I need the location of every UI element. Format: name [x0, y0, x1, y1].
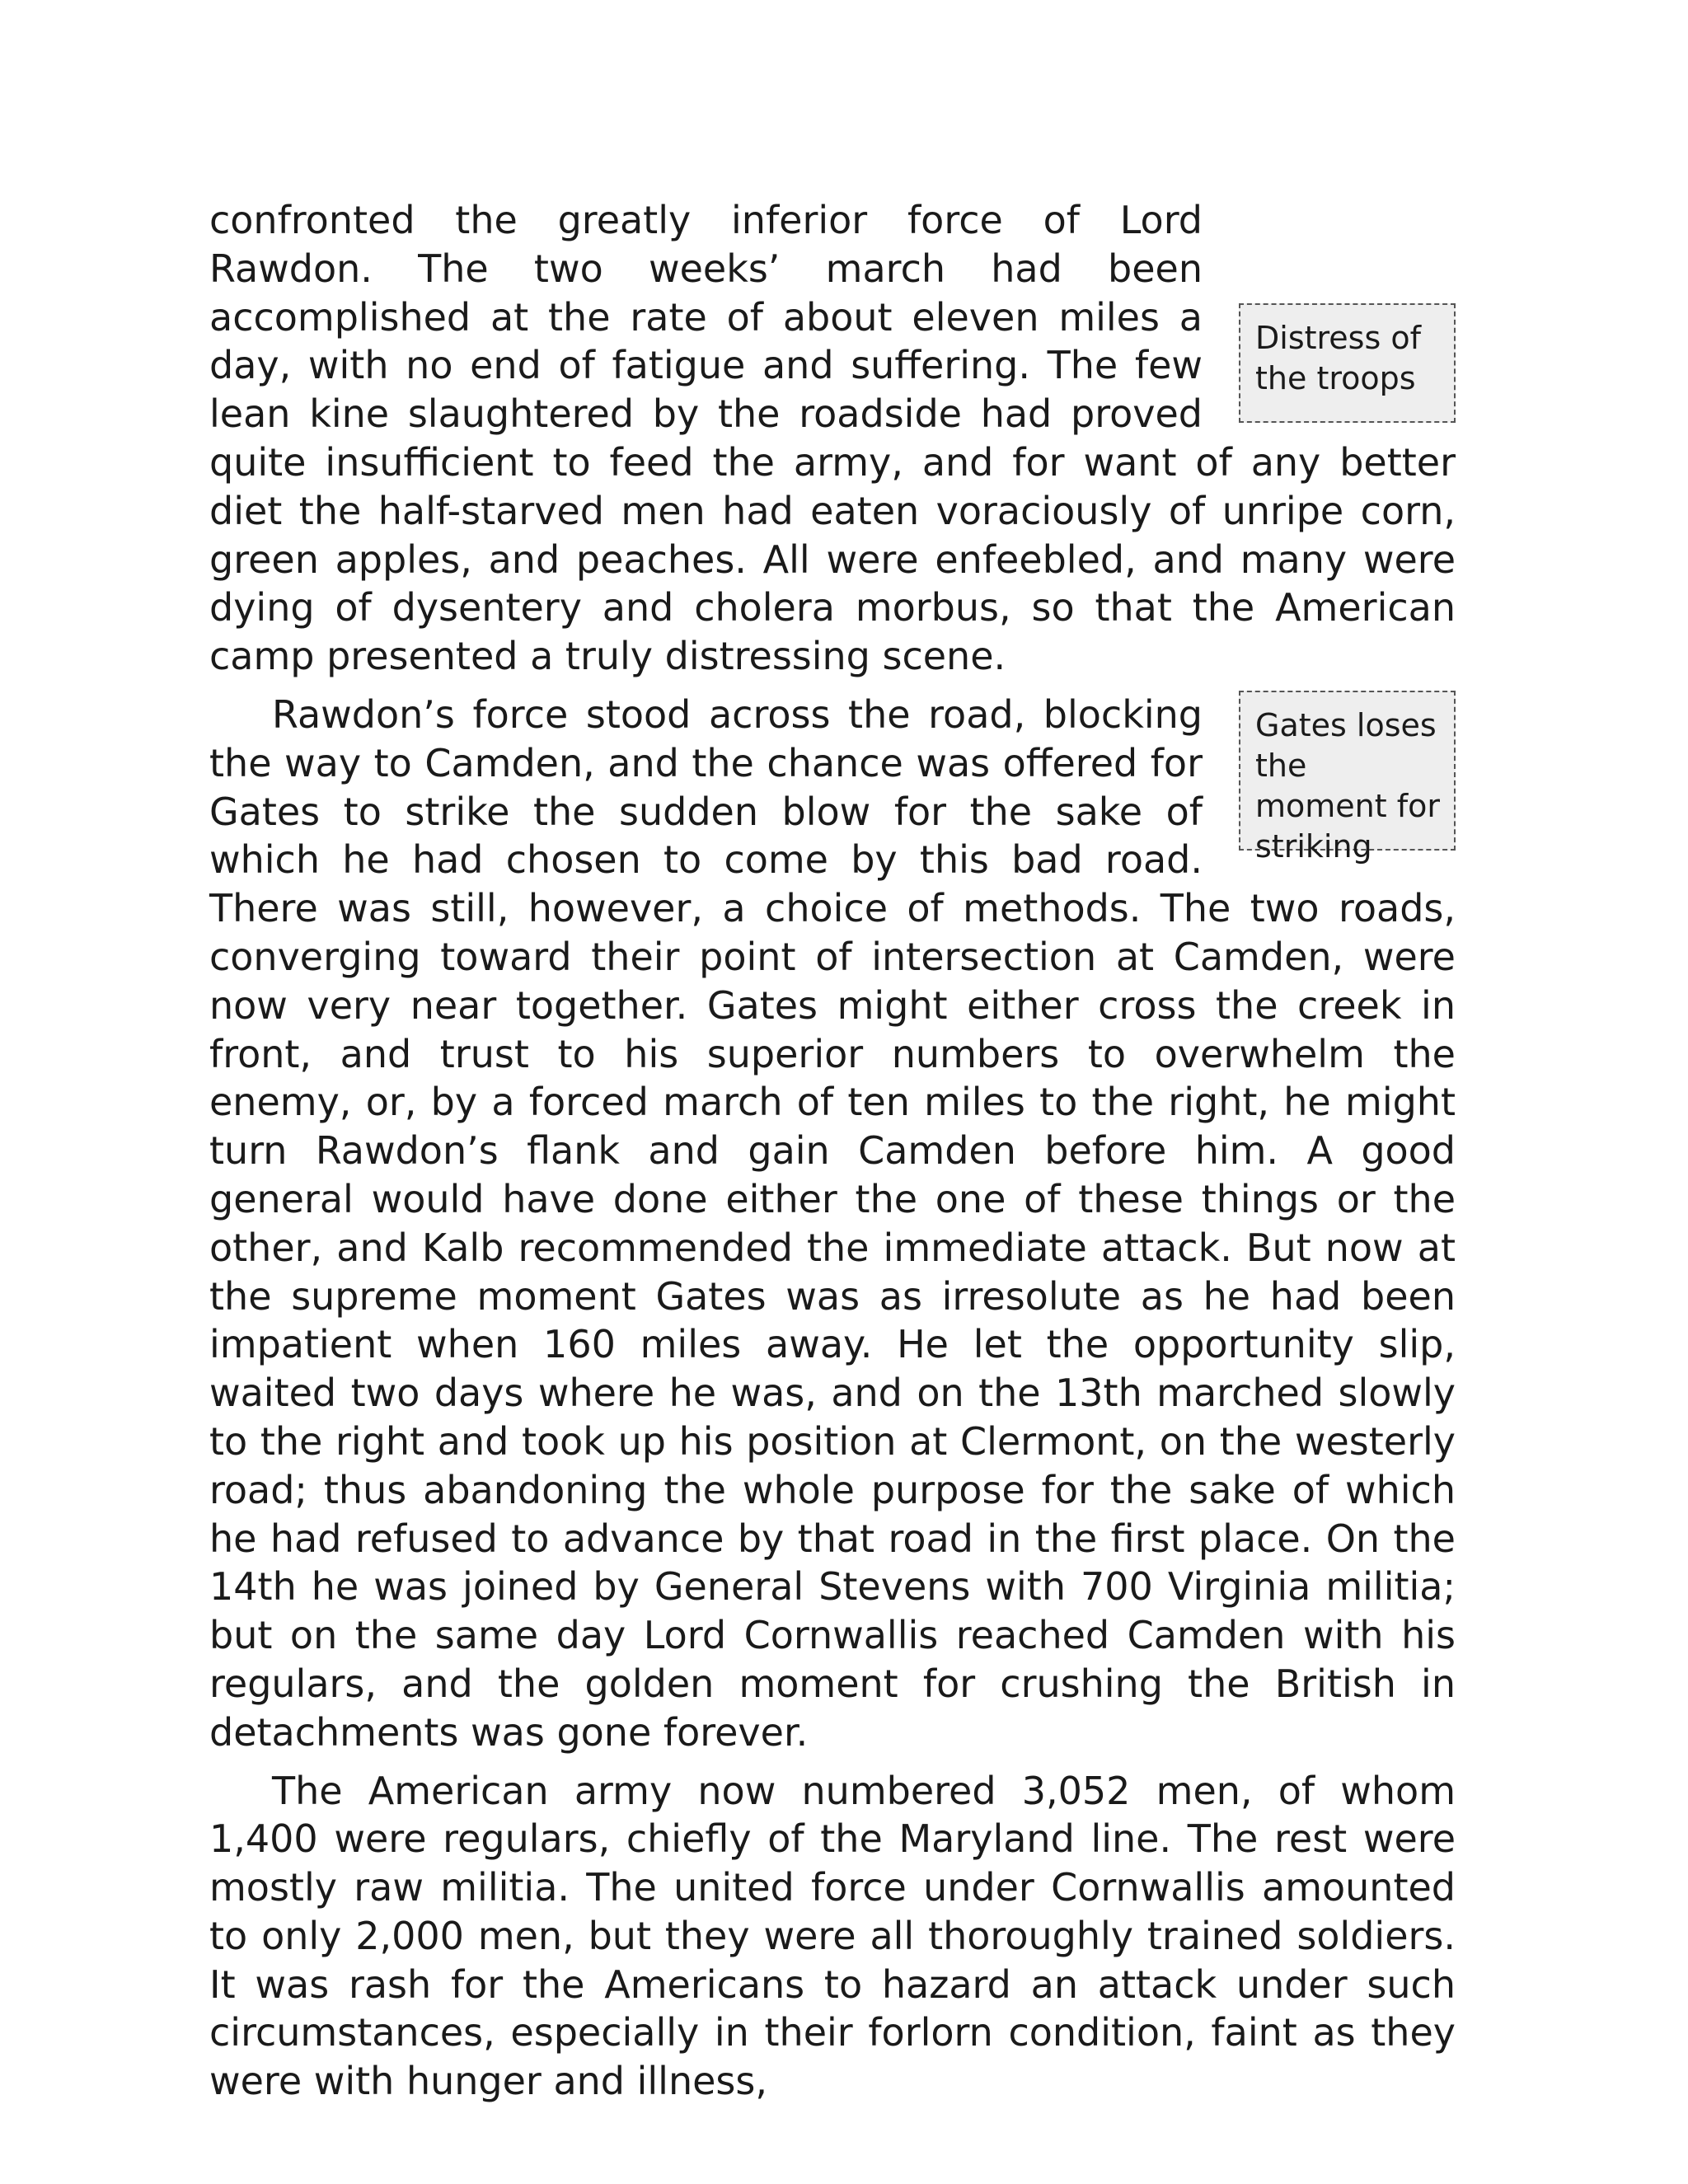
- paragraph-1-text: confronted the greatly inferior force of Lord Rawdon. The two weeks’ march had been accomplished at the rate of about eleven miles a day, with no end of fatigue and suffering. The few lean kine slaughtered by the roadside had proved quite insufficient to feed the army, and for want of any better diet the half-starved men had eaten voraciously of unripe corn, green apples, and peaches. All were enfeebled, and many were dying of dysentery and cholera morbus, so that the American camp presented a truly distressing scene.: [209, 198, 1456, 679]
- paragraph-3: [209, 1767, 1456, 2107]
- paragraph-3-text: The American army now numbered 3,052 men, of whom 1,400 were regulars, chiefly of the Maryland line. The rest were mostly raw militia. The united force under Cornwallis amounted to only 2,000 men, but they were all thoroughly trained soldiers. It was rash for the Americans to hazard an attack under such circumstances, especially in their forlorn condition, faint as they were with hunger and illness,: [209, 1768, 1456, 2104]
- margin-note-distress: Distress of the troops: [1239, 303, 1456, 423]
- paragraph-1: [209, 196, 1456, 681]
- margin-note-gates: Gates loses the moment for striking: [1239, 691, 1456, 851]
- paragraph-2-text: Rawdon’s force stood across the road, blocking the way to Camden, and the chance was offered for Gates to strike the sudden blow for the sake of which he had chosen to come by this bad road. There was still, however, a choice of methods. The two roads, converging toward their point of intersection at Camden, were now very near together. Gates might either cross the creek in front, and trust to his superior numbers to overwhelm the enemy, or, by a forced march of ten miles to the right, he might turn Rawdon’s flank and gain Camden before him. A good general would have done either the one of these things or the other, and Kalb recommended the immediate attack. But now at the supreme moment Gates was as irresolute as he had been impatient when 160 miles away. He let the opportunity slip, waited two days where he was, and on the 13th marched slowly to the right and took up his position at Clermont, on the westerly road; thus abandoning the whole purpose for the sake of which he had refused to advance by that road in the first place. On the 14th he was joined by General Stevens with 700 Virginia militia; but on the same day Lord Cornwallis reached Camden with his regulars, and the golden moment for crushing the British in detachments was gone forever.: [209, 691, 1456, 1755]
- paragraph-2: [209, 691, 1456, 1757]
- page-body: [209, 196, 1456, 2106]
